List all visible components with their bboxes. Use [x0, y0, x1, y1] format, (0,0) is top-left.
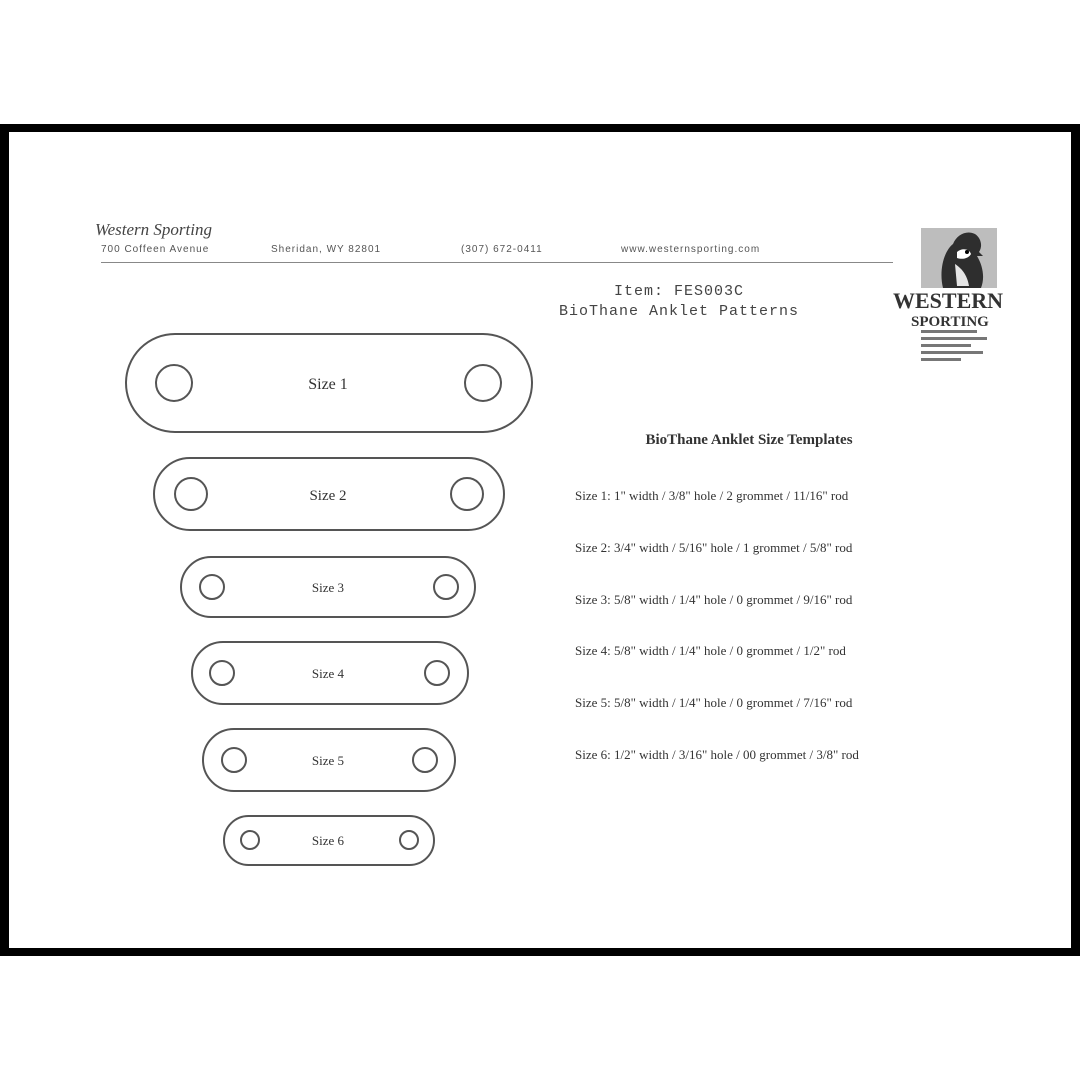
- template-line-size-4: Size 4: 5/8" width / 1/4" hole / 0 grommet / 1/2" rod: [575, 643, 846, 658]
- pattern-size-3: [181, 557, 475, 617]
- hole-left: [241, 831, 259, 849]
- template-line-size-6: Size 6: 1/2" width / 3/16" hole / 00 grommet / 3/8" rod: [575, 747, 859, 762]
- pattern-label: Size 4: [311, 666, 345, 681]
- logo-word-western: WESTERN: [893, 288, 1004, 313]
- template-line-size-1: Size 1: 1" width / 3/8" hole / 2 grommet / 11/16" rod: [575, 488, 849, 503]
- hole-right: [434, 575, 458, 599]
- item-number: Item: FES003C: [613, 283, 745, 300]
- template-line-size-2: Size 2: 3/4" width / 5/16" hole / 1 grommet / 5/8" rod: [575, 540, 853, 555]
- hole-left: [156, 365, 192, 401]
- pattern-size-4: [192, 642, 468, 704]
- hole-left: [222, 748, 246, 772]
- template-line-size-3: Size 3: 5/8" width / 1/4" hole / 0 grommet / 9/16" rod: [575, 592, 853, 607]
- hole-right: [400, 831, 418, 849]
- pattern-size-6: [224, 816, 434, 865]
- hole-left: [200, 575, 224, 599]
- template-line-size-5: Size 5: 5/8" width / 1/4" hole / 0 grommet / 7/16" rod: [575, 695, 853, 710]
- document-page: [9, 132, 1071, 948]
- address-text: 700 Coffeen Avenue: [101, 244, 210, 255]
- logo-word-sporting: SPORTING: [911, 314, 989, 330]
- hole-right: [413, 748, 437, 772]
- hole-right: [425, 661, 449, 685]
- hole-left: [210, 661, 234, 685]
- pattern-size-1: [126, 334, 532, 432]
- hole-right: [451, 478, 483, 510]
- pattern-label: Size 1: [308, 376, 348, 393]
- document-frame: [0, 124, 1080, 956]
- city-text: Sheridan, WY 82801: [271, 244, 382, 255]
- hole-right: [465, 365, 501, 401]
- pattern-label: Size 6: [311, 833, 345, 848]
- website-text: www.westernsporting.com: [621, 244, 761, 255]
- item-title: BioThane Anklet Patterns: [558, 303, 800, 320]
- phone-text: (307) 672-0411: [461, 244, 543, 255]
- pattern-size-2: [154, 458, 504, 530]
- pattern-label: Size 2: [309, 488, 347, 504]
- pattern-label: Size 3: [311, 580, 345, 595]
- templates-title: BioThane Anklet Size Templates: [645, 432, 853, 448]
- hole-left: [175, 478, 207, 510]
- pattern-label: Size 5: [311, 753, 345, 768]
- company-name: Western Sporting: [95, 220, 212, 239]
- pattern-size-5: [203, 729, 455, 791]
